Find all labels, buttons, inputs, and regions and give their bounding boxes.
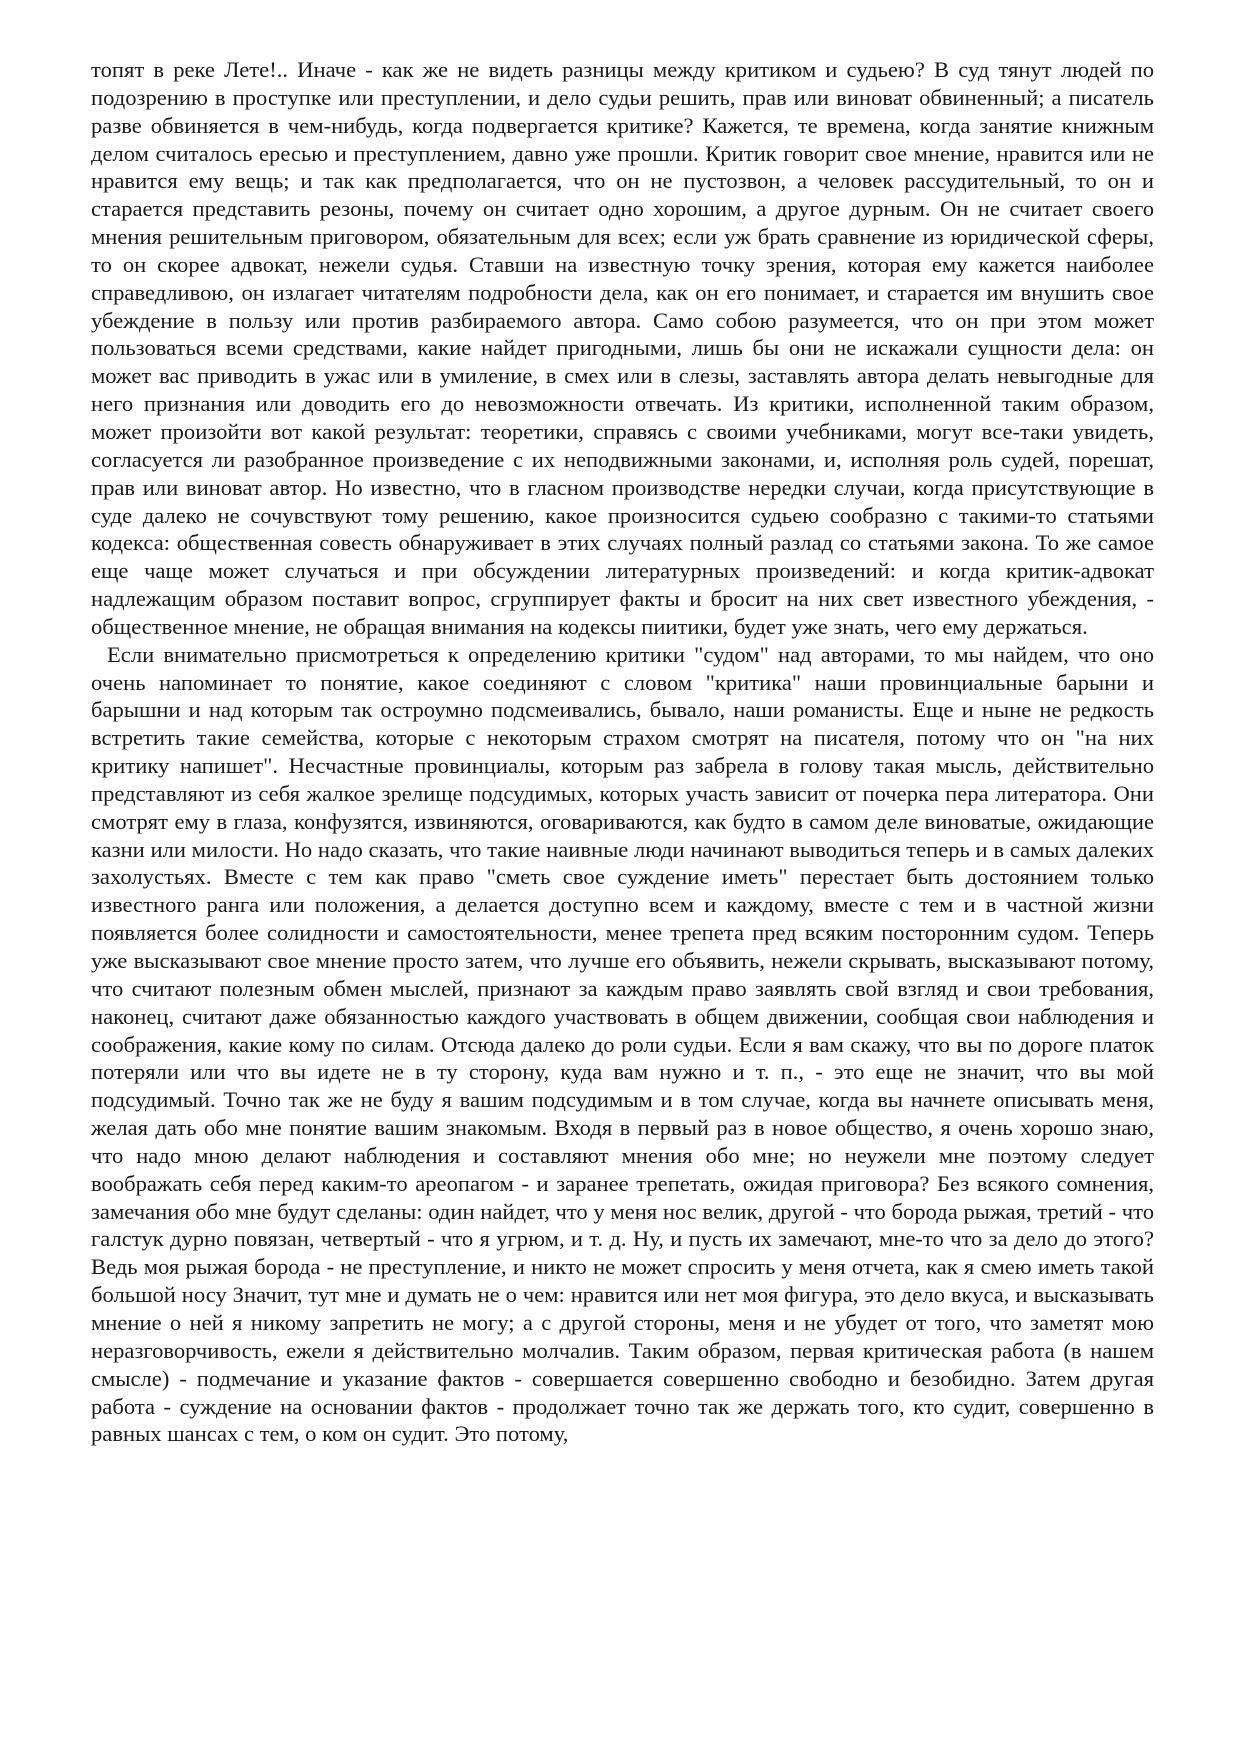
paragraph-1: топят в реке Лете!.. Иначе - как же не видеть разницы между критиком и судьею? В суд тянут людей по подозрению в проступке или преступлении, и дело судьи решить, прав или виноват обвиненный; а писатель разве обвиняется в чем-нибудь, когда подвергается критике? Кажется, те времена, когда занятие книжным делом считалось ересью и преступлением, давно уже прошли. Критик говорит свое мнение, нравится или не нравится ему вещь; и так как предполагается, что он не пустозвон, а человек рассудительный, то он и старается представить резоны, почему он считает одно хорошим, а другое дурным. Он не считает своего мнения решительным приговором, обязательным для всех; если уж брать сравнение из юридической сферы, то он скорее адвокат, нежели судья. Ставши на известную точку зрения, которая ему кажется наиболее справедливою, он излагает читателям подробности дела, как он его понимает, и старается им внушить свое убеждение в пользу или против разбираемого автора. Само собою разумеется, что он при этом может пользоваться всеми средствами, какие найдет пригодными, лишь бы они не искажали сущности дела: он может вас приводить в ужас или в умиление, в смех или в слезы, заставлять автора делать невыгодные для него признания или доводить его до невозможности отвечать. Из критики, исполненной таким образом, может произойти вот какой результат: теоретики, справясь с своими учебниками, могут все-таки увидеть, согласуется ли разобранное произведение с их неподвижными законами, и, исполняя роль судей, порешат, прав или виноват автор. Но известно, что в гласном производстве нередки случаи, когда присутствующие в суде далеко не сочувствуют тому решению, какое произносится судьею сообразно с такими-то статьями кодекса: общественная совесть обнаруживает в этих случаях полный разлад со статьями закона. То же самое еще чаще может случаться и при обсуждении литературных произведений: и когда критик-адвокат надлежащим образом поставит вопрос, сгруппирует факты и бросит на них свет известного убеждения, - общественное мнение, не обращая внимания на кодексы пиитики, будет уже знать, чего ему держаться. (91, 57, 1154, 639)
document-page (91, 56, 1154, 1448)
paragraph-2: Если внимательно присмотреться к определению критики "судом" над авторами, то мы найдем, что оно очень напоминает то понятие, какое соединяют с словом "критика" наши провинциальные барыни и барышни и над которым так остроумно подсмеивались, бывало, наши романисты. Еще и ныне не редкость встретить такие семейства, которые с некоторым страхом смотрят на писателя, потому что он "на них критику напишет". Несчастные провинциалы, которым раз забрела в голову такая мысль, действительно представляют из себя жалкое зрелище подсудимых, которых участь зависит от почерка пера литератора. Они смотрят ему в глаза, конфузятся, извиняются, оговариваются, как будто в самом деле виноватые, ожидающие казни или милости. Но надо сказать, что такие наивные люди начинают выводиться теперь и в самых далеких захолустьях. Вместе с тем как право "сметь свое суждение иметь" перестает быть достоянием только известного ранга или положения, а делается доступно всем и каждому, вместе с тем и в частной жизни появляется более солидности и самостоятельности, менее трепета пред всяким посторонним судом. Теперь уже высказывают свое мнение просто затем, что лучше его объявить, нежели скрывать, высказывают потому, что считают полезным обмен мыслей, признают за каждым право заявлять свой взгляд и свои требования, наконец, считают даже обязанностью каждого участвовать в общем движении, сообщая свои наблюдения и соображения, какие кому по силам. Отсюда далеко до роли судьи. Если я вам скажу, что вы по дороге платок потеряли или что вы идете не в ту сторону, куда вам нужно и т. п., - это еще не значит, что вы мой подсудимый. Точно так же не буду я вашим подсудимым и в том случае, когда вы начнете описывать меня, желая дать обо мне понятие вашим знакомым. Входя в первый раз в новое общество, я очень хорошо знаю, что надо мною делают наблюдения и составляют мнения обо мне; но неужели мне поэтому следует воображать себя перед каким-то ареопагом - и заранее трепетать, ожидая приговора? Без всякого сомнения, замечания обо мне будут сделаны: один найдет, что у меня нос велик, другой - что борода рыжая, третий - что галстук дурно повязан, четвертый - что я угрюм, и т. д. Ну, и пусть их замечают, мне-то что за дело до этого? Ведь моя рыжая борода - не преступление, и никто не может спросить у меня отчета, как я смею иметь такой большой носу Значит, тут мне и думать не о чем: нравится или нет моя фигура, это дело вкуса, и высказывать мнение о ней я никому запретить не могу; а с другой стороны, меня и не убудет от того, что заметят мою неразговорчивость, ежели я действительно молчалив. Таким образом, первая критическая работа (в нашем смысле) - подмечание и указание фактов - совершается совершенно свободно и безобидно. Затем другая работа - суждение на основании фактов - продолжает точно так же держать того, кто судит, совершенно в равных шансах с тем, о ком он судит. Это потому, (91, 641, 1154, 1447)
